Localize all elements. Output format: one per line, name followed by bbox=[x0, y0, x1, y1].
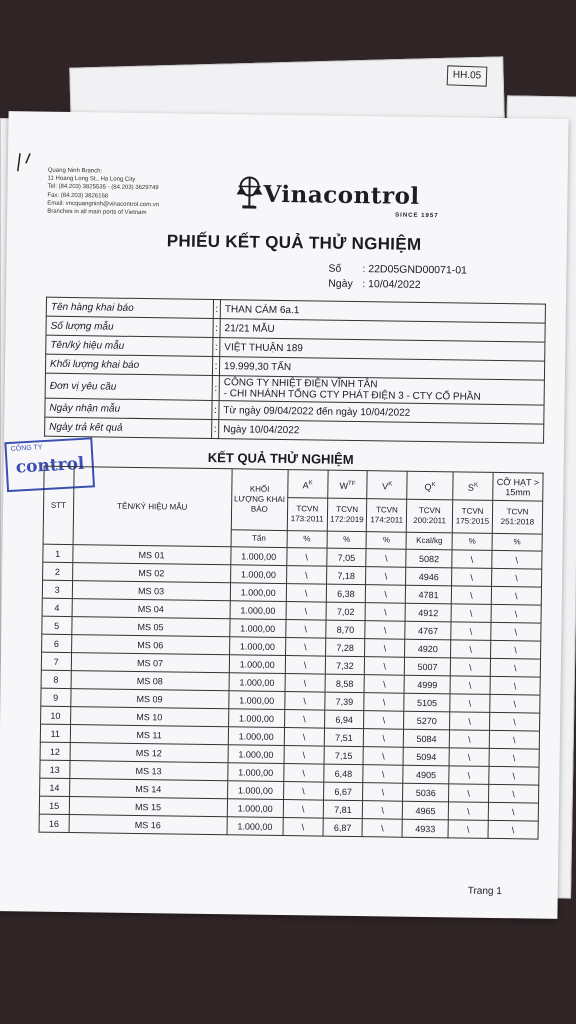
date-value: : 10/04/2022 bbox=[362, 278, 421, 291]
branch-name: Quang Ninh Branch: bbox=[47, 167, 103, 175]
info-colon: : bbox=[212, 400, 219, 419]
cell-sk: \ bbox=[451, 604, 491, 623]
vinacontrol-logo bbox=[235, 174, 456, 227]
cell-vk: \ bbox=[363, 801, 403, 820]
cell-mass: 1.000,00 bbox=[227, 799, 283, 818]
header-sample-name: TÊN/KÝ HIỆU MẪU bbox=[73, 467, 232, 547]
vk-sup: K bbox=[388, 481, 393, 488]
cell-vk: \ bbox=[366, 549, 406, 568]
cell-mass: 1.000,00 bbox=[228, 727, 284, 746]
cell-sample-name: MS 16 bbox=[69, 815, 227, 835]
std-qk: TCVN 200:2011 bbox=[407, 500, 453, 533]
cell-vk: \ bbox=[365, 657, 405, 676]
cell-sample-name: MS 01 bbox=[72, 545, 230, 565]
info-colon: : bbox=[213, 338, 220, 357]
cell-mass: 1.000,00 bbox=[230, 565, 286, 584]
document-tag: HH.05 bbox=[447, 65, 488, 86]
cell-vk: \ bbox=[365, 603, 405, 622]
cell-mass: 1.000,00 bbox=[230, 601, 286, 620]
cell-stt: 4 bbox=[42, 598, 72, 616]
stamp-line-1: CÔNG TY bbox=[10, 444, 43, 453]
cell-wtf: 6,87 bbox=[323, 818, 363, 837]
cell-sample-name: MS 03 bbox=[72, 581, 230, 601]
cell-vk: \ bbox=[362, 819, 402, 838]
cell-wtf: 7,05 bbox=[326, 548, 366, 567]
info-label: Đơn vị yêu cầu bbox=[45, 373, 212, 400]
std-sk: TCVN 175:2015 bbox=[452, 500, 492, 533]
cell-mass: 1.000,00 bbox=[229, 691, 285, 710]
vk-symbol: V bbox=[382, 481, 389, 492]
cell-stt: 7 bbox=[41, 652, 71, 670]
cell-mass: 1.000,00 bbox=[227, 781, 283, 800]
header-sk bbox=[453, 472, 493, 501]
cell-stt: 3 bbox=[42, 580, 72, 598]
header-wtf bbox=[327, 470, 367, 499]
cell-ak: \ bbox=[286, 566, 326, 585]
info-colon: : bbox=[213, 300, 220, 319]
cell-sk: \ bbox=[451, 586, 491, 605]
cell-vk: \ bbox=[363, 783, 403, 802]
cell-vk: \ bbox=[363, 765, 403, 784]
cell-sk: \ bbox=[449, 748, 489, 767]
branch-email: Email: vncquangninh@vinacontrol.com.vn bbox=[47, 200, 160, 209]
cell-stt: 13 bbox=[40, 760, 70, 778]
cell-qk: 4912 bbox=[405, 603, 451, 622]
cell-size: \ bbox=[490, 658, 540, 677]
cell-size: \ bbox=[488, 820, 538, 839]
cell-wtf: 7,18 bbox=[326, 566, 366, 585]
cell-wtf: 7,81 bbox=[323, 800, 363, 819]
header-row-symbols bbox=[44, 466, 543, 501]
report-number bbox=[328, 263, 467, 277]
cell-ak: \ bbox=[283, 818, 323, 837]
info-value: THAN CÁM 6a.1 bbox=[220, 300, 545, 324]
header-mass: KHỐI LƯỢNG KHAI BÁO bbox=[231, 469, 288, 531]
cell-sk: \ bbox=[450, 676, 490, 695]
unit-vk: % bbox=[366, 532, 406, 550]
qk-sup: K bbox=[431, 481, 436, 488]
header-size: CỠ HẠT > 15mm bbox=[493, 472, 543, 501]
cell-wtf: 6,38 bbox=[326, 584, 366, 603]
cell-mass: 1.000,00 bbox=[230, 619, 286, 638]
cell-stt: 5 bbox=[42, 616, 72, 634]
cell-ak: \ bbox=[284, 728, 324, 747]
ak-symbol: A bbox=[302, 479, 309, 491]
cell-sample-name: MS 04 bbox=[72, 599, 230, 619]
cell-qk: 4999 bbox=[404, 675, 450, 694]
cell-size: \ bbox=[489, 748, 539, 767]
cell-size: \ bbox=[491, 622, 541, 641]
cell-qk: 5036 bbox=[403, 783, 449, 802]
stamp-line-2: control bbox=[15, 453, 85, 478]
cell-ak: \ bbox=[283, 782, 323, 801]
cell-qk: 4920 bbox=[405, 639, 451, 658]
header-ak bbox=[288, 470, 328, 499]
cell-vk: \ bbox=[363, 747, 403, 766]
cell-stt: 11 bbox=[40, 724, 70, 742]
unit-qk: Kcal/kg bbox=[406, 532, 452, 550]
cell-vk: \ bbox=[365, 639, 405, 658]
sk-sup: K bbox=[473, 482, 479, 489]
cell-ak: \ bbox=[284, 746, 324, 765]
cell-sample-name: MS 05 bbox=[71, 617, 229, 637]
qk-symbol: Q bbox=[424, 481, 432, 492]
cell-size: \ bbox=[488, 802, 538, 821]
cell-size: \ bbox=[489, 712, 539, 731]
cell-wtf: 7,02 bbox=[326, 602, 366, 621]
cell-size: \ bbox=[489, 766, 539, 785]
cell-wtf: 8,58 bbox=[325, 674, 365, 693]
cell-ak: \ bbox=[285, 656, 325, 675]
report-date bbox=[328, 278, 421, 291]
header-vk bbox=[367, 471, 407, 500]
cell-sk: \ bbox=[450, 694, 490, 713]
cell-mass: 1.000,00 bbox=[228, 709, 284, 728]
cell-size: \ bbox=[491, 586, 541, 605]
cell-mass: 1.000,00 bbox=[227, 817, 283, 836]
cell-wtf: 7,39 bbox=[324, 692, 364, 711]
branch-street: 11 Hoang Long St., Ha Long City bbox=[47, 175, 136, 184]
cell-ak: \ bbox=[285, 674, 325, 693]
cell-wtf: 7,28 bbox=[325, 638, 365, 657]
cell-sk: \ bbox=[449, 784, 489, 803]
info-colon: : bbox=[213, 319, 220, 338]
branch-address bbox=[47, 167, 160, 218]
header-qk bbox=[407, 471, 453, 500]
std-ak: TCVN 173:2011 bbox=[287, 498, 327, 531]
cell-wtf: 6,48 bbox=[323, 764, 363, 783]
requester-line-1: CÔNG TY NHIỆT ĐIỆN VĨNH TÂN bbox=[223, 377, 378, 391]
std-vk: TCVN 174:2011 bbox=[367, 499, 407, 532]
cell-ak: \ bbox=[285, 692, 325, 711]
cell-stt: 15 bbox=[39, 796, 69, 814]
cell-qk: 5270 bbox=[404, 711, 450, 730]
cell-ak: \ bbox=[285, 638, 325, 657]
results-title: KẾT QUẢ THỬ NGHIỆM bbox=[207, 449, 354, 467]
cell-sk: \ bbox=[451, 640, 491, 659]
info-label: Ngày trả kết quả bbox=[45, 417, 212, 438]
results-body bbox=[39, 544, 542, 839]
cell-size: \ bbox=[490, 694, 540, 713]
cell-vk: \ bbox=[366, 585, 406, 604]
document-page bbox=[0, 111, 569, 919]
info-label: Số lượng mẫu bbox=[46, 316, 213, 337]
cell-ak: \ bbox=[284, 764, 324, 783]
cell-sample-name: MS 15 bbox=[69, 797, 227, 817]
branch-note: Branches in all main ports of Vietnam bbox=[47, 208, 147, 217]
number-label: Số bbox=[328, 262, 342, 275]
cell-sk: \ bbox=[449, 730, 489, 749]
std-wtf: TCVN 172:2019 bbox=[327, 499, 367, 532]
cell-size: \ bbox=[492, 550, 542, 569]
header-stt: STT bbox=[43, 466, 74, 544]
cell-qk: 4965 bbox=[402, 801, 448, 820]
cell-ak: \ bbox=[286, 602, 326, 621]
cell-sample-name: MS 09 bbox=[70, 689, 228, 709]
page-number: Trang 1 bbox=[467, 885, 502, 898]
cell-size: \ bbox=[491, 568, 541, 587]
info-label: Tên hàng khai báo bbox=[46, 297, 213, 318]
cell-sample-name: MS 08 bbox=[71, 671, 229, 691]
cell-qk: 5105 bbox=[404, 693, 450, 712]
cell-qk: 5094 bbox=[403, 747, 449, 766]
cell-vk: \ bbox=[364, 711, 404, 730]
info-value: Từ ngày 09/04/2022 đến ngày 10/04/2022 bbox=[219, 401, 544, 425]
std-size: TCVN 251:2018 bbox=[492, 501, 543, 534]
info-value: 19.999,30 TẤN bbox=[219, 357, 544, 381]
cell-qk: 5007 bbox=[405, 657, 451, 676]
info-label: Tên/ký hiệu mẫu bbox=[46, 335, 213, 356]
cell-stt: 2 bbox=[43, 562, 73, 580]
cell-mass: 1.000,00 bbox=[228, 763, 284, 782]
cell-mass: 1.000,00 bbox=[229, 637, 285, 656]
date-label: Ngày bbox=[328, 277, 353, 290]
logo-since: SINCE 1957 bbox=[395, 212, 439, 220]
cell-sample-name: MS 10 bbox=[70, 707, 228, 727]
cell-ak: \ bbox=[284, 710, 324, 729]
wtf-sup: TF bbox=[348, 480, 356, 487]
unit-size: % bbox=[492, 533, 542, 551]
cell-size: \ bbox=[490, 640, 540, 659]
unit-ak: % bbox=[287, 531, 327, 549]
cell-qk: 4905 bbox=[403, 765, 449, 784]
cell-sample-name: MS 12 bbox=[70, 743, 228, 763]
number-value: : 22D05GND00071-01 bbox=[362, 263, 467, 277]
wtf-symbol: W bbox=[339, 480, 349, 491]
cell-qk: 5082 bbox=[406, 549, 452, 568]
branch-fax: Fax: (84.203) 3826168 bbox=[47, 192, 109, 200]
cell-mass: 1.000,00 bbox=[229, 655, 285, 674]
cell-qk: 4781 bbox=[406, 585, 452, 604]
cell-mass: 1.000,00 bbox=[229, 673, 285, 692]
logo-wordmark: Vinacontrol bbox=[263, 180, 420, 210]
info-value: VIỆT THUẬN 189 bbox=[220, 338, 545, 362]
cell-mass: 1.000,00 bbox=[231, 547, 287, 566]
info-label: Khối lượng khai báo bbox=[45, 354, 212, 375]
cell-sk: \ bbox=[450, 712, 490, 731]
cell-stt: 10 bbox=[41, 706, 71, 724]
cell-qk: 4933 bbox=[402, 819, 448, 838]
cell-sample-name: MS 13 bbox=[69, 761, 227, 781]
cell-sample-name: MS 14 bbox=[69, 779, 227, 799]
cell-wtf: 8,70 bbox=[325, 620, 365, 639]
cell-mass: 1.000,00 bbox=[228, 745, 284, 764]
cell-sk: \ bbox=[452, 568, 492, 587]
cell-vk: \ bbox=[365, 621, 405, 640]
cell-stt: 9 bbox=[41, 688, 71, 706]
cell-qk: 4767 bbox=[405, 621, 451, 640]
cell-ak: \ bbox=[286, 584, 326, 603]
cell-vk: \ bbox=[364, 675, 404, 694]
info-label: Ngày nhận mẫu bbox=[45, 398, 212, 419]
cell-sk: \ bbox=[451, 622, 491, 641]
cell-ak: \ bbox=[283, 800, 323, 819]
cell-sample-name: MS 11 bbox=[70, 725, 228, 745]
cell-wtf: 7,51 bbox=[324, 728, 364, 747]
cell-sk: \ bbox=[448, 820, 488, 839]
unit-sk: % bbox=[452, 533, 492, 551]
cell-stt: 12 bbox=[40, 742, 70, 760]
ak-sup: K bbox=[308, 480, 313, 487]
unit-wtf: % bbox=[327, 531, 367, 549]
cell-vk: \ bbox=[366, 567, 406, 586]
sk-symbol: S bbox=[467, 482, 475, 493]
cell-stt: 6 bbox=[42, 634, 72, 652]
cell-wtf: 6,67 bbox=[323, 782, 363, 801]
requester-line-2: - CHI NHÁNH TỔNG CTY PHÁT ĐIỆN 3 - CTY CỔ PHẦN bbox=[223, 388, 481, 403]
cell-sk: \ bbox=[448, 802, 488, 821]
cell-size: \ bbox=[488, 784, 538, 803]
branch-tel: Tel: (84.203) 3825535 - (84.203) 3629749 bbox=[47, 184, 159, 192]
info-colon: : bbox=[212, 419, 219, 438]
cell-vk: \ bbox=[364, 729, 404, 748]
info-value: 21/21 MẪU bbox=[220, 319, 545, 343]
cell-sample-name: MS 06 bbox=[71, 635, 229, 655]
cell-stt: 16 bbox=[39, 814, 69, 832]
document-title: PHIẾU KẾT QUẢ THỬ NGHIỆM bbox=[166, 231, 422, 254]
cell-ak: \ bbox=[287, 548, 327, 567]
cell-sample-name: MS 07 bbox=[71, 653, 229, 673]
cell-vk: \ bbox=[364, 693, 404, 712]
cell-qk: 4946 bbox=[406, 567, 452, 586]
cell-sk: \ bbox=[449, 766, 489, 785]
cell-size: \ bbox=[491, 604, 541, 623]
cell-stt: 1 bbox=[43, 544, 73, 562]
cell-size: \ bbox=[489, 730, 539, 749]
cell-ak: \ bbox=[286, 620, 326, 639]
cell-wtf: 6,94 bbox=[324, 710, 364, 729]
unit-mass: Tấn bbox=[231, 530, 287, 548]
cell-sk: \ bbox=[452, 550, 492, 569]
cell-size: \ bbox=[490, 676, 540, 695]
cell-sample-name: MS 02 bbox=[72, 563, 230, 583]
cell-stt: 14 bbox=[40, 778, 70, 796]
scales-icon bbox=[235, 176, 263, 210]
results-table bbox=[39, 466, 544, 840]
info-colon: : bbox=[212, 357, 219, 376]
cell-wtf: 7,32 bbox=[325, 656, 365, 675]
info-value: Ngày 10/04/2022 bbox=[219, 420, 544, 444]
cell-stt: 8 bbox=[41, 670, 71, 688]
info-colon: : bbox=[212, 376, 219, 401]
cell-qk: 5084 bbox=[404, 729, 450, 748]
cell-wtf: 7,15 bbox=[324, 746, 364, 765]
info-table bbox=[44, 297, 546, 444]
cell-sk: \ bbox=[450, 658, 490, 677]
cell-mass: 1.000,00 bbox=[230, 583, 286, 602]
